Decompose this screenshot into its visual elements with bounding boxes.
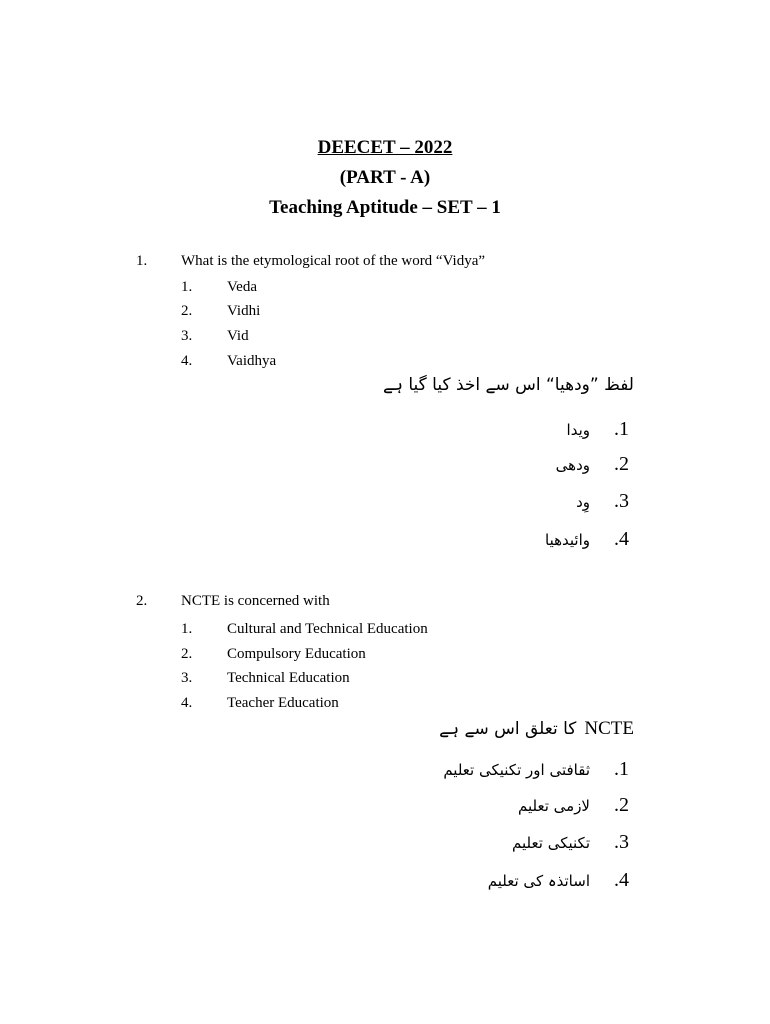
q1-option-1-text: Veda [227,279,257,295]
q2-urdu-option-1-number: .1 [614,758,629,780]
q2-urdu-option-4-text: اساتذہ کی تعلیم [487,871,590,890]
q1-urdu-option-3-number: .3 [614,490,629,512]
q1-urdu-option-1-text: ویدا [566,420,590,439]
q2-option-1-text: Cultural and Technical Education [227,621,428,637]
q1-urdu-option-3-text: وِد [576,492,590,511]
question-1-number: 1. [136,253,148,269]
q1-urdu-option-3 [576,490,636,514]
q2-option-4-text: Teacher Education [227,695,339,711]
q1-option-4-number: 4. [181,353,193,369]
q1-urdu-option-4-text: وائیدھیا [545,530,590,549]
q2-urdu-option-2-number: .2 [614,794,629,816]
q2-option-1-number: 1. [181,621,193,637]
question-2-urdu-body: کا تعلق اس سے ہے [439,719,577,739]
q2-urdu-option-2-text: لازمی تعلیم [518,796,590,815]
q2-urdu-option-3 [512,831,636,855]
q1-urdu-option-2 [556,453,636,477]
exam-title: DEECET – 2022 [317,137,453,158]
q2-option-2-number: 2. [181,646,193,662]
exam-subject: Teaching Aptitude – SET – 1 [269,197,501,218]
q1-urdu-option-2-number: .2 [614,453,629,475]
q2-urdu-option-3-text: تکنیکی تعلیم [512,833,590,852]
q2-urdu-option-4-number: .4 [614,869,629,891]
q2-urdu-option-3-number: .3 [614,831,629,853]
q2-option-3-text: Technical Education [227,670,350,686]
q1-option-2-text: Vidhi [227,303,261,319]
q2-urdu-option-2 [518,794,636,818]
q2-urdu-option-1-text: ثقافتی اور تکنیکی تعلیم [443,760,590,779]
q2-option-4-number: 4. [181,695,193,711]
q2-urdu-option-1 [443,758,636,782]
exam-part: (PART - A) [339,167,431,188]
q2-option-3-number: 3. [181,670,193,686]
q1-option-2-number: 2. [181,303,193,319]
q2-urdu-option-4 [488,869,636,893]
q1-option-1-number: 1. [181,279,193,295]
q1-option-3-number: 3. [181,328,193,344]
q1-urdu-option-1-number: .1 [614,418,629,440]
q1-urdu-option-4 [545,528,636,552]
question-2-urdu-text [439,718,634,740]
q2-option-2-text: Compulsory Education [227,646,366,662]
question-2-text: NCTE is concerned with [181,593,330,609]
question-2-number: 2. [136,593,148,609]
question-1-urdu-text: لفظ ”ودھیا“ اس سے اخذ کیا گیا ہے [383,375,634,395]
question-2-urdu-acronym: NCTE [584,718,634,739]
q1-urdu-option-2-text: ودھی [555,455,590,474]
q1-urdu-option-4-number: .4 [614,528,629,550]
q1-urdu-option-1 [567,418,636,442]
q1-option-3-text: Vid [227,328,249,344]
q1-option-4-text: Vaidhya [227,353,277,369]
question-1-text: What is the etymological root of the word “Vidya” [181,253,486,269]
